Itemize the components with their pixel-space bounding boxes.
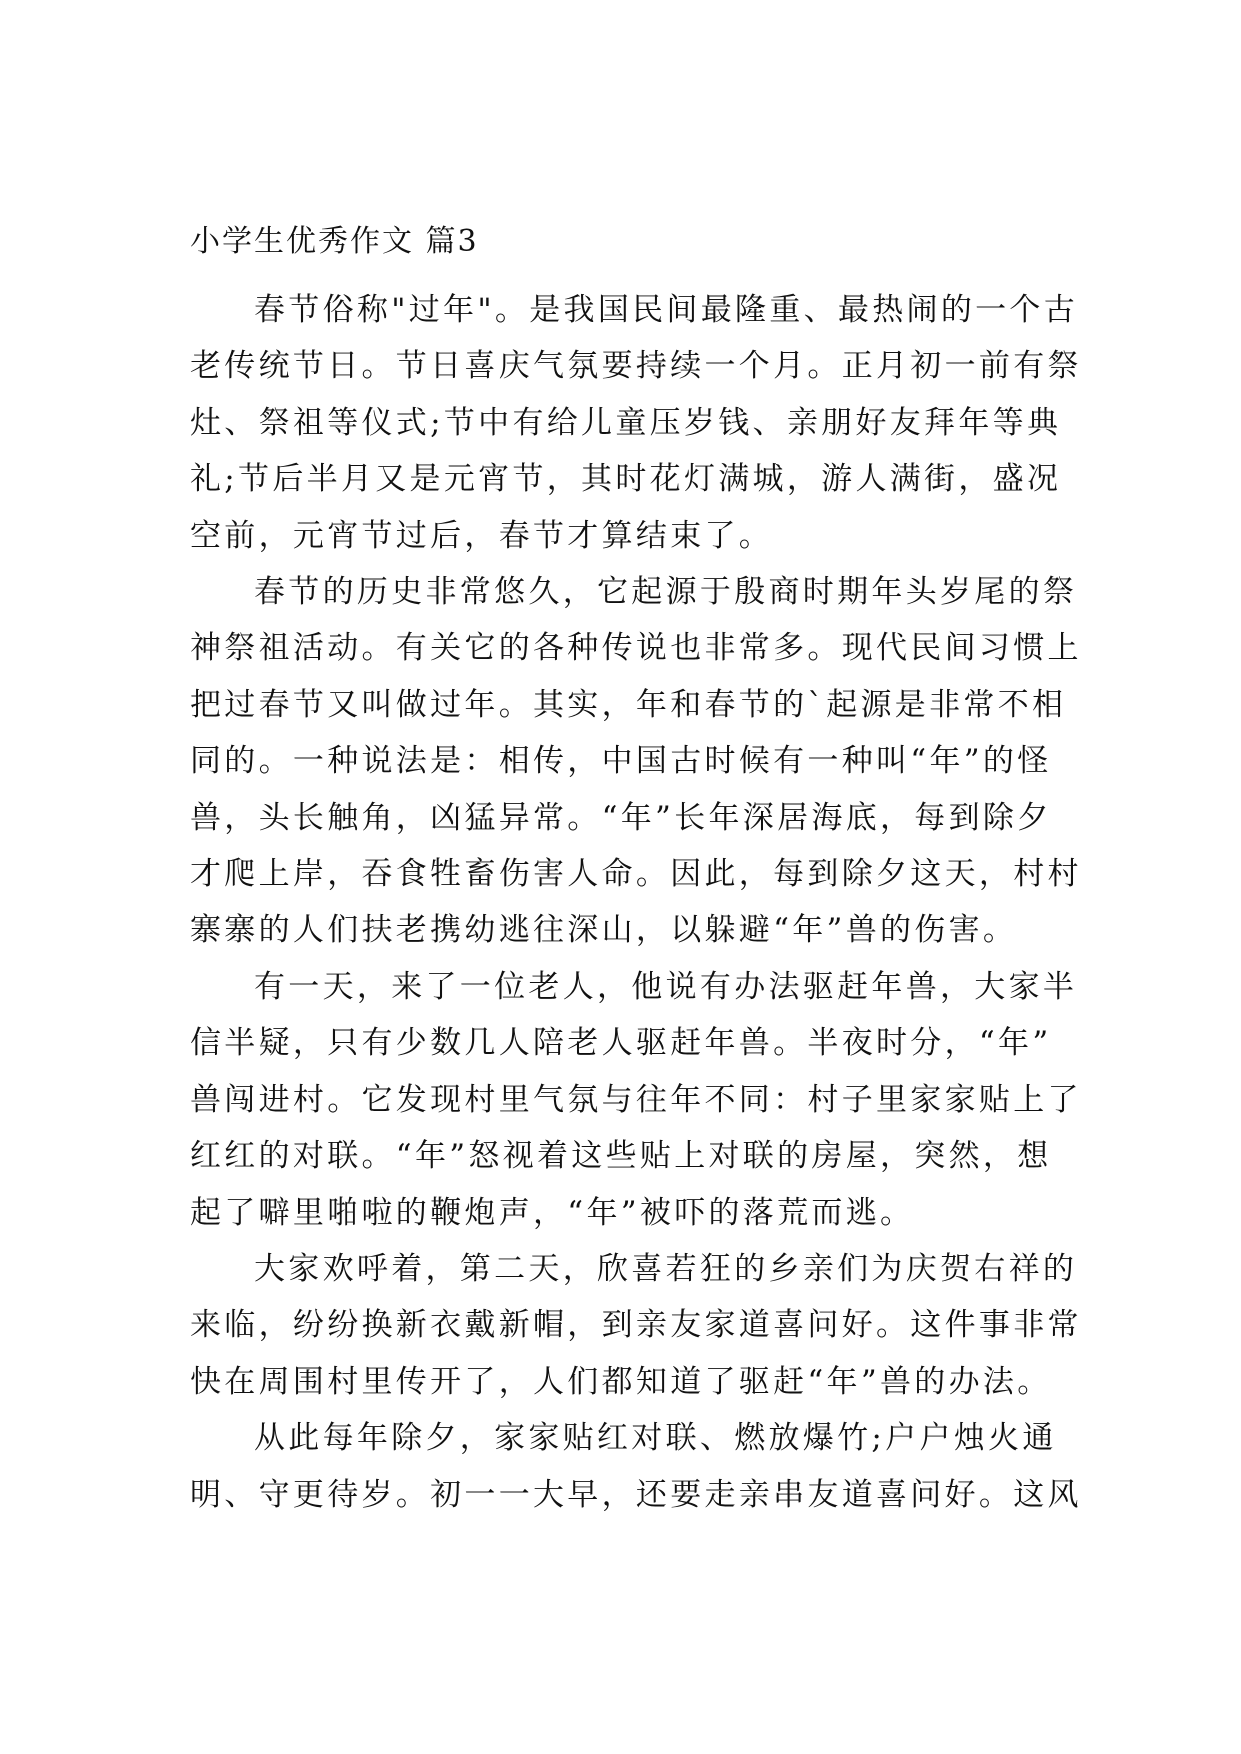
text-line: 灶、祭祖等仪式;节中有给儿童压岁钱、亲朋好友拜年等典 <box>190 404 1062 441</box>
paragraph-4 <box>190 1241 1082 1410</box>
text-line: 才爬上岸，吞食牲畜伤害人命。因此，每到除夕这天，村村 <box>190 856 1082 893</box>
paragraph-3 <box>190 959 1082 1241</box>
text-line: 快在周围村里传开了，人们都知道了驱赶“年”兽的办法。 <box>190 1363 1052 1400</box>
text-line: 红红的对联。“年”怒视着这些贴上对联的房屋，突然，想 <box>190 1138 1052 1175</box>
text-line: 空前，元宵节过后，春节才算结束了。 <box>190 517 774 554</box>
text-line: 寨寨的人们扶老携幼逃往深山，以躲避“年”兽的伤害。 <box>190 912 1018 949</box>
text-line: 兽闯进村。它发现村里气氛与往年不同：村子里家家贴上了 <box>190 1081 1082 1118</box>
text-line: 明、守更待岁。初一一大早，还要走亲串友道喜问好。这风 <box>190 1476 1082 1513</box>
essay-title: 小学生优秀作文 篇3 <box>190 224 479 259</box>
text-line: 礼;节后半月又是元宵节，其时花灯满城，游人满街，盛况 <box>190 461 1062 498</box>
text-line: 把过春节又叫做过年。其实，年和春节的`起源是非常不相 <box>190 686 1067 723</box>
essay-body <box>190 282 1082 1523</box>
paragraph-1 <box>190 282 1082 564</box>
text-line: 春节的历史非常悠久，它起源于殷商时期年头岁尾的祭 <box>254 574 1078 611</box>
text-line: 信半疑，只有少数几人陪老人驱赶年兽。半夜时分，“年” <box>190 1025 1052 1062</box>
text-line: 神祭祖活动。有关它的各种传说也非常多。现代民间习惯上 <box>190 630 1082 667</box>
paragraph-2 <box>190 564 1082 959</box>
text-line: 同的。一种说法是：相传，中国古时候有一种叫“年”的怪 <box>190 743 1052 780</box>
text-line: 有一天，来了一位老人，他说有办法驱赶年兽，大家半 <box>254 968 1078 1005</box>
text-line: 春节俗称"过年"。是我国民间最隆重、最热闹的一个古 <box>254 292 1079 328</box>
paragraph-5 <box>190 1410 1082 1523</box>
text-line: 兽，头长触角，凶猛异常。“年”长年深居海底，每到除夕 <box>190 799 1052 836</box>
text-line: 来临，纷纷换新衣戴新帽，到亲友家道喜问好。这件事非常 <box>190 1307 1082 1344</box>
text-line: 起了噼里啪啦的鞭炮声，“年”被吓的落荒而逃。 <box>190 1194 915 1231</box>
text-line: 大家欢呼着，第二天，欣喜若狂的乡亲们为庆贺右祥的 <box>254 1250 1078 1287</box>
text-line: 从此每年除夕，家家贴红对联、燃放爆竹;户户烛火通 <box>254 1420 1057 1457</box>
text-line: 老传统节日。节日喜庆气氛要持续一个月。正月初一前有祭 <box>190 348 1082 385</box>
